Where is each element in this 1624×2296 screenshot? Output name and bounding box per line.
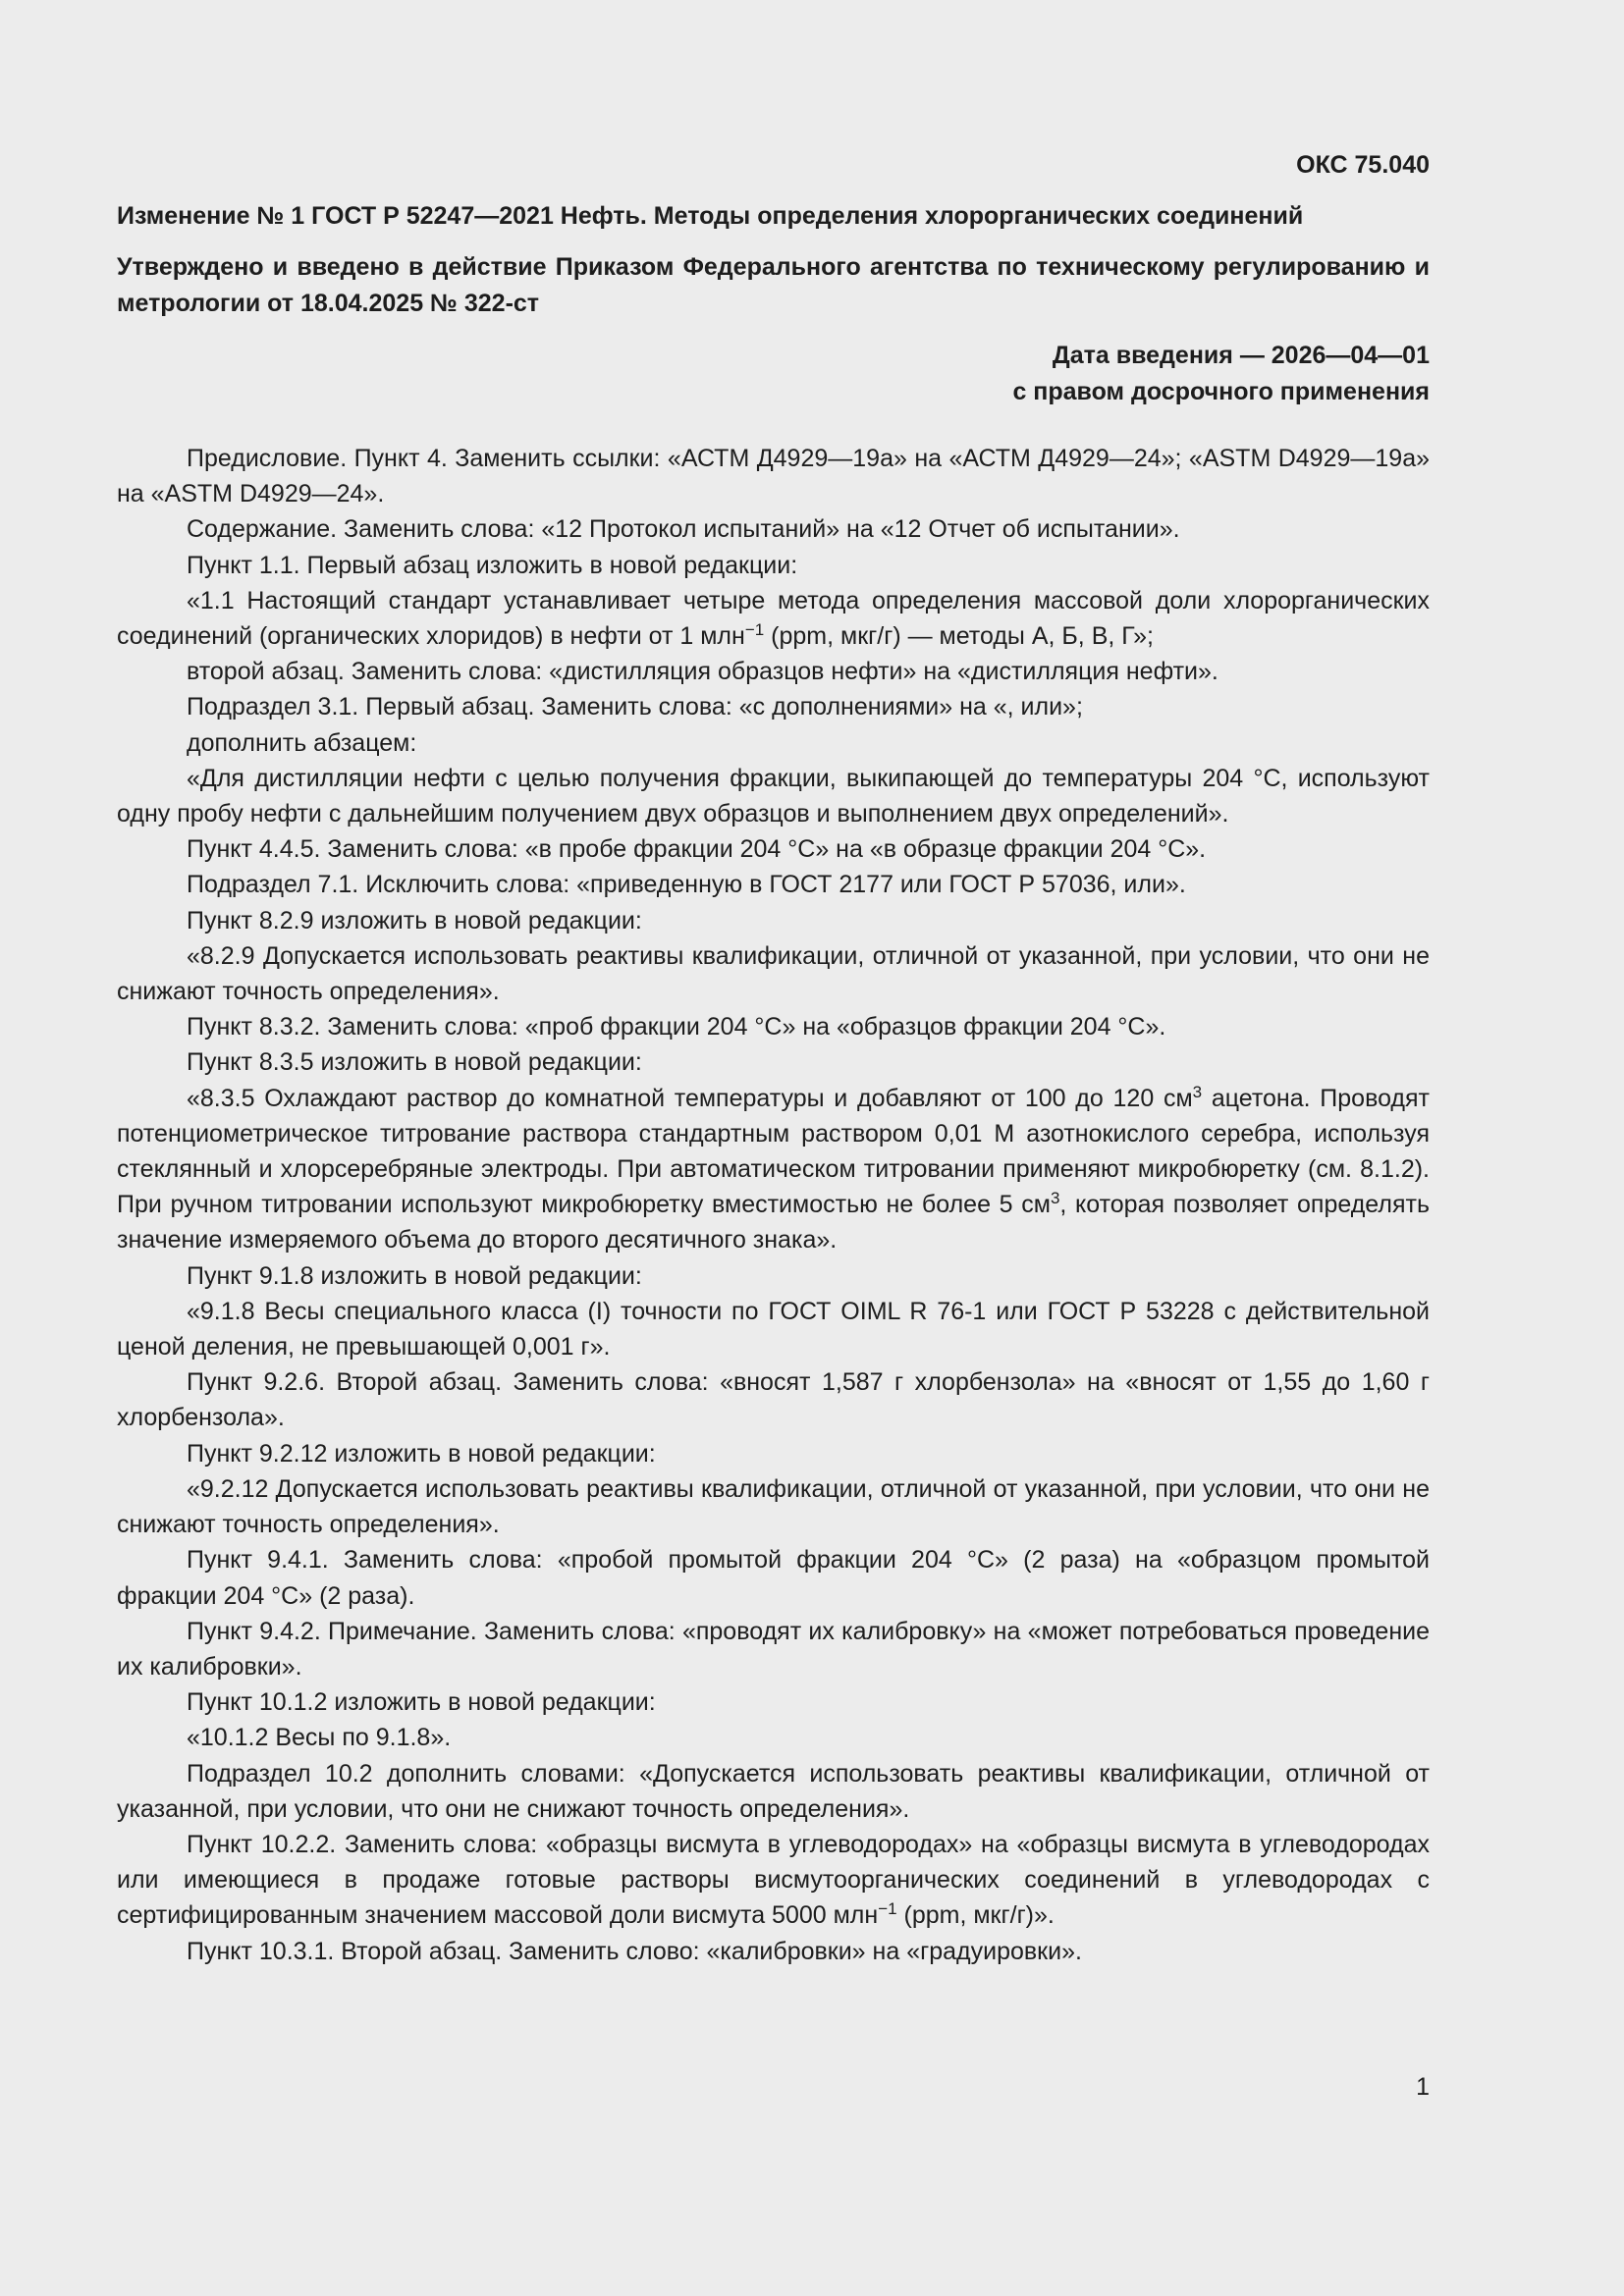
introduction-date-block — [117, 338, 1430, 410]
paragraph-text: (ppm, мкг/г)». — [896, 1901, 1055, 1930]
paragraph: Подраздел 7.1. Исключить слова: «приведенную в ГОСТ 2177 или ГОСТ Р 57036, или». — [187, 871, 1186, 899]
paragraph: Пункт 8.2.9 изложить в новой редакции: — [187, 906, 642, 934]
superscript: 3 — [1192, 1082, 1203, 1101]
paragraph: «8.2.9 Допускается использовать реактивы квалификации, отличной от указанной, при условии, что они не снижают точность определения». — [117, 941, 1430, 1006]
paragraph: Пункт 9.2.12 изложить в новой редакции: — [187, 1439, 656, 1468]
approval-statement: Утверждено и введено в действие Приказом Федерального агентства по техническому регулированию и метрологии от 18.04.2025 № 322-ст — [117, 253, 1430, 317]
paragraph: Пункт 4.4.5. Заменить слова: «в пробе фракции 204 °С» на «в образце фракции 204 °С». — [187, 835, 1207, 864]
paragraph — [117, 1081, 1430, 1258]
paragraph: Подраздел 10.2 дополнить словами: «Допускается использовать реактивы квалификации, отличной от указанной, при условии, что они не снижают точность определения». — [117, 1759, 1430, 1823]
paragraph: Подраздел 3.1. Первый абзац. Заменить слова: «с дополнениями» на «, или»; — [187, 693, 1083, 721]
paragraph: «9.1.8 Весы специального класса (I) точности по ГОСТ OIML R 76-1 или ГОСТ Р 53228 с действительной ценой деления, не превышающей 0,001 г». — [117, 1297, 1430, 1362]
paragraph: второй абзац. Заменить слова: «дистилляция образцов нефти» на «дистилляция нефти». — [187, 658, 1218, 686]
superscript: −1 — [744, 620, 765, 640]
amendment-body — [117, 441, 1430, 1969]
paragraph: Пункт 9.2.6. Второй абзац. Заменить слова: «вносят 1,587 г хлорбензола» на «вносят от 1,55 до 1,60 г хлорбензола». — [117, 1368, 1430, 1432]
paragraph: Пункт 9.1.8 изложить в новой редакции: — [187, 1261, 642, 1290]
paragraph: Пункт 9.4.1. Заменить слова: «пробой промытой фракции 204 °С» (2 раза) на «образцом промытой фракции 204 °С» (2 раза). — [117, 1546, 1430, 1610]
paragraph: Пункт 8.3.5 изложить в новой редакции: — [187, 1048, 642, 1077]
paragraph: Пункт 10.3.1. Второй абзац. Заменить слово: «калибровки» на «градуировки». — [187, 1937, 1082, 1965]
paragraph-text: «8.3.5 Охлаждают раствор до комнатной температуры и добавляют от 100 до 120 см — [187, 1084, 1193, 1112]
paragraph — [117, 1827, 1430, 1934]
early-application-note: с правом досрочного применения — [1012, 378, 1430, 405]
paragraph-text: Пункт 10.2.2. Заменить слова: «образцы висмута в углеводородах» на «образцы висмута в углеводородах или имеющиеся в продаже готовые растворы висмутоорганических соединений в углеводородах с сертифицированным значением массовой доли висмута 5000 млн — [117, 1830, 1430, 1930]
document-content — [117, 147, 1430, 1969]
amendment-title: Изменение № 1 ГОСТ Р 52247—2021 Нефть. Методы определения хлорорганических соединений — [117, 202, 1304, 230]
paragraph: Пункт 10.1.2 изложить в новой редакции: — [187, 1688, 656, 1717]
paragraph: «10.1.2 Весы по 9.1.8». — [187, 1724, 452, 1752]
oks-code: ОКС 75.040 — [1296, 151, 1430, 179]
introduction-date: Дата введения — 2026—04—01 — [1052, 342, 1430, 369]
paragraph: Пункт 9.4.2. Примечание. Заменить слова: «проводят их калибровку» на «может потребоваться проведение их калибровки». — [117, 1617, 1430, 1681]
page-number: 1 — [1416, 2073, 1430, 2101]
paragraph-text: ацетона. Проводят потенциометрическое титрование раствора стандартным раствором 0,01 М азотнокислого серебра, используя стеклянный и хлорсеребряные электроды. При автоматическом титровании применяют микробюретку (см. 8.1.2). При ручном титровании используют микробюретку вместимостью не более 5 см — [117, 1084, 1431, 1219]
paragraph — [117, 583, 1430, 654]
paragraph-text: «1.1 Настоящий стандарт устанавливает четыре метода определения массовой доли хлорорганических соединений (органических хлоридов) в нефти от 1 млн — [117, 586, 1430, 651]
paragraph-text: , которая позволяет определять значение измеряемого объема до второго десятичного знака». — [117, 1191, 1430, 1255]
paragraph: Пункт 1.1. Первый абзац изложить в новой редакции: — [187, 551, 798, 579]
paragraph: Содержание. Заменить слова: «12 Протокол испытаний» на «12 Отчет об испытании». — [187, 515, 1180, 544]
paragraph: Пункт 8.3.2. Заменить слова: «проб фракции 204 °С» на «образцов фракции 204 °С». — [187, 1013, 1166, 1041]
paragraph: «Для дистилляции нефти с целью получения фракции, выкипающей до температуры 204 °С, используют одну пробу нефти с дальнейшим получением двух образцов и выполнением двух определений». — [117, 764, 1430, 828]
paragraph: дополнить абзацем: — [187, 728, 417, 757]
paragraph: Предисловие. Пункт 4. Заменить ссылки: «АСТМ Д4929—19а» на «АСТМ Д4929—24»; «ASTM D4929—19a» на «ASTM D4929—24». — [117, 445, 1430, 508]
superscript: 3 — [1050, 1189, 1060, 1208]
paragraph: «9.2.12 Допускается использовать реактивы квалификации, отличной от указанной, при условии, что они не снижают точность определения». — [117, 1474, 1430, 1539]
paragraph-text: (ppm, мкг/г) — методы А, Б, В, Г»; — [764, 622, 1154, 651]
superscript: −1 — [878, 1899, 897, 1919]
